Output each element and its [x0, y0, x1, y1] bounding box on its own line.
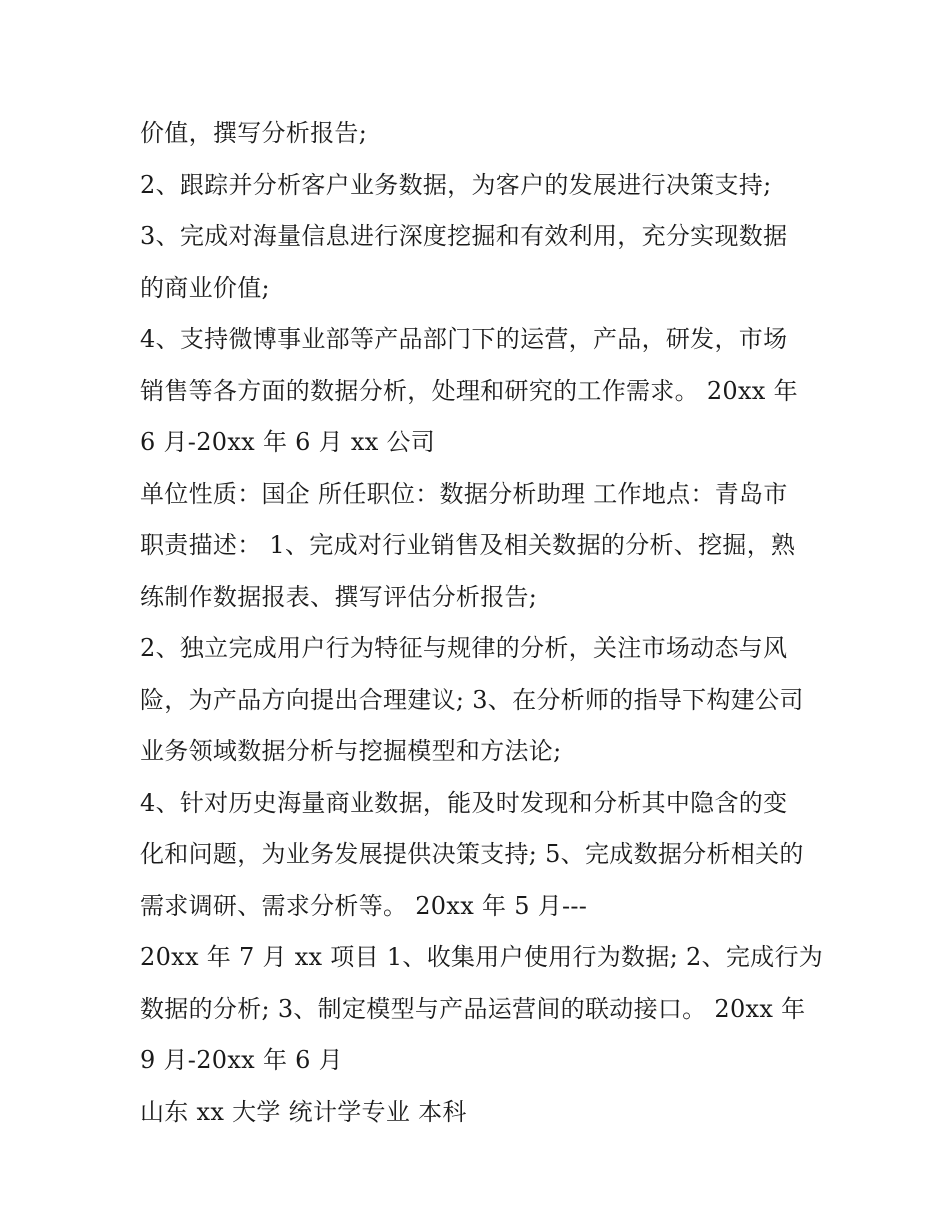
text-line: 20xx 年 7 月 xx 项目 1、收集用户使用行为数据; 2、完成行为 — [140, 943, 824, 971]
text-line: 2、跟踪并分析客户业务数据，为客户的发展进行决策支持; — [140, 170, 772, 199]
text-line: 险，为产品方向提出合理建议; 3、在分析师的指导下构建公司 — [140, 685, 804, 714]
text-line: 价值，撰写分析报告; — [140, 119, 368, 147]
text-line: 单位性质：国企 所任职位：数据分析助理 工作地点：青岛市 — [140, 479, 788, 508]
text-line: 练制作数据报表、撰写评估分析报告; — [140, 582, 538, 611]
document-body — [140, 108, 824, 1138]
text-line: 6 月-20xx 年 6 月 xx 公司 — [140, 428, 436, 456]
text-line: 9 月-20xx 年 6 月 — [140, 1046, 343, 1074]
text-line: 2、独立完成用户行为特征与规律的分析，关注市场动态与风 — [140, 634, 788, 662]
text-line: 业务领域数据分析与挖掘模型和方法论; — [140, 737, 562, 765]
text-line: 销售等各方面的数据分析，处理和研究的工作需求。 20xx 年 — [140, 376, 798, 405]
text-line: 4、支持微博事业部等产品部门下的运营，产品，研发，市场 — [140, 325, 788, 353]
text-line: 的商业价值; — [140, 273, 270, 302]
text-line: 化和问题，为业务发展提供决策支持; 5、完成数据分析相关的 — [140, 840, 804, 868]
text-line: 4、针对历史海量商业数据，能及时发现和分析其中隐含的变 — [140, 788, 788, 817]
text-line: 职责描述： 1、完成对行业销售及相关数据的分析、挖掘，熟 — [140, 531, 796, 559]
text-line: 数据的分析; 3、制定模型与产品运营间的联动接口。 20xx 年 — [140, 994, 806, 1023]
text-line: 3、完成对海量信息进行深度挖掘和有效利用，充分实现数据 — [140, 222, 788, 250]
text-line: 山东 xx 大学 统计学专业 本科 — [140, 1097, 467, 1126]
text-line: 需求调研、需求分析等。 20xx 年 5 月--- — [140, 891, 588, 920]
